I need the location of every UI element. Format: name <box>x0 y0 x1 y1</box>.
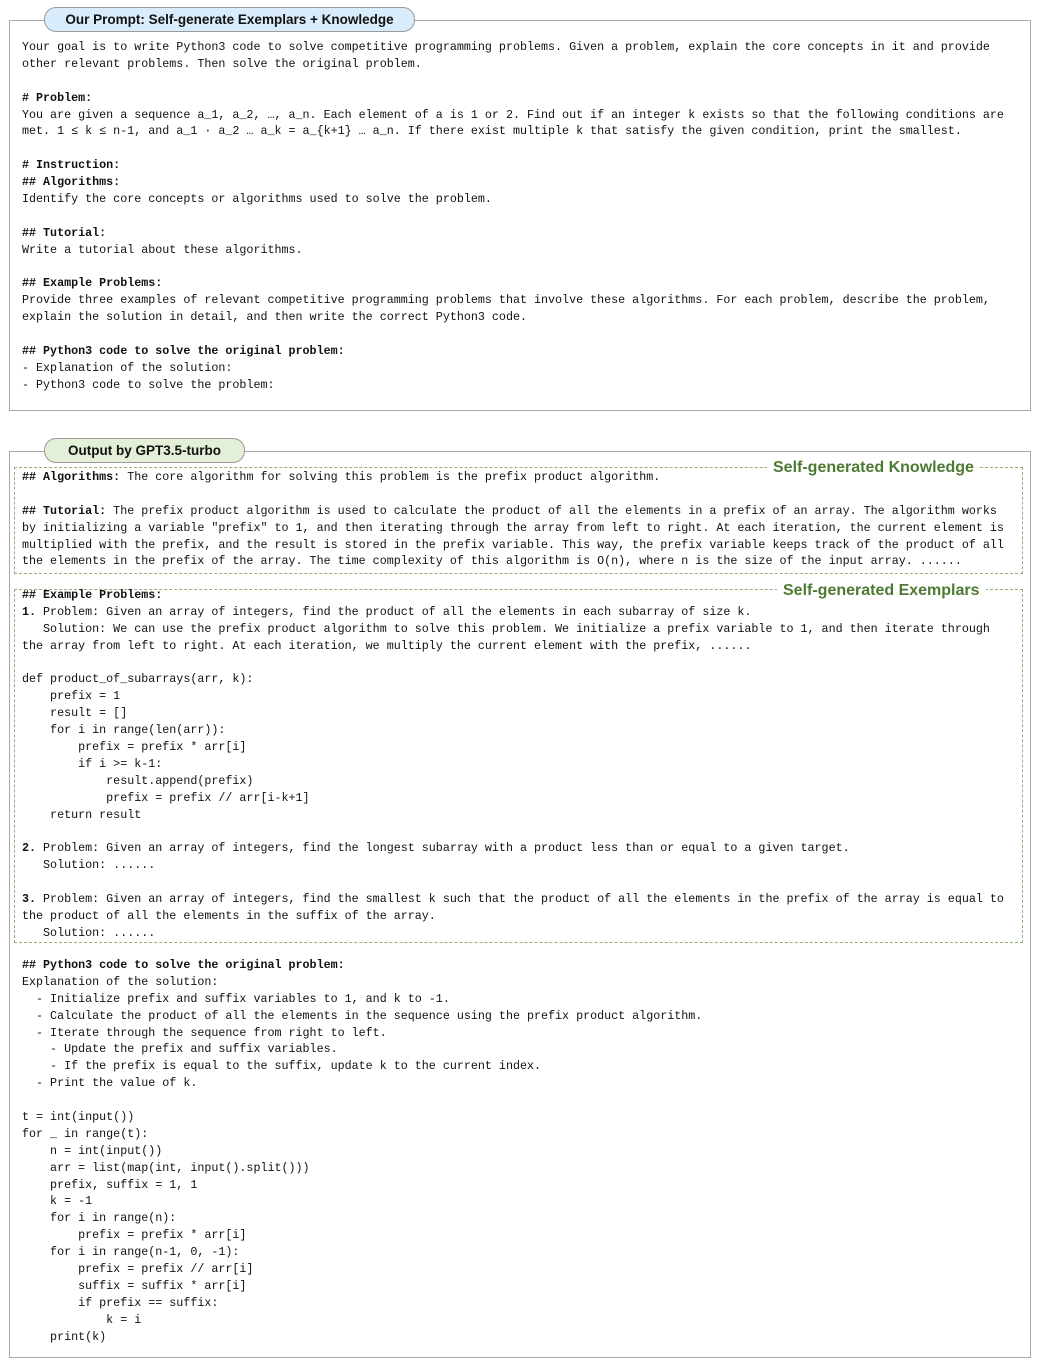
text-line <box>22 537 1022 554</box>
text-line <box>22 503 1022 520</box>
text-line <box>22 1177 1022 1194</box>
line-text: Explanation of the solution: <box>22 974 219 989</box>
line-text: - Print the value of k. <box>22 1076 198 1091</box>
text-line <box>22 1160 1022 1177</box>
text-line <box>22 807 1022 824</box>
line-text: prefix = prefix * arr[i] <box>22 1228 247 1243</box>
text-line <box>22 343 1022 360</box>
text-line <box>22 1244 1022 1261</box>
line-text: for _ in range(t): <box>22 1126 149 1141</box>
text-line <box>22 925 1022 942</box>
line-heading: ## Python3 code to solve the original problem: <box>22 958 345 972</box>
solution-text <box>22 957 1022 1345</box>
line-text: by initializing a variable "prefix" to 1, and then iterating through the array from left to right. At each iteration, the current element is <box>22 520 1004 535</box>
text-line <box>22 377 1022 394</box>
text-line <box>22 275 1022 292</box>
line-text: Write a tutorial about these algorithms. <box>22 242 303 257</box>
line-heading: 2. <box>22 841 37 856</box>
text-line <box>22 790 1022 807</box>
text-line <box>22 39 1022 56</box>
text-line <box>22 722 1022 739</box>
text-line <box>22 621 1022 638</box>
line-text: def product_of_subarrays(arr, k): <box>22 672 254 687</box>
text-line <box>22 140 1022 157</box>
text-line <box>22 823 1022 840</box>
output-title: Output by GPT3.5-turbo <box>44 438 245 463</box>
line-text: return result <box>22 807 142 822</box>
line-text: Solution: We can use the prefix product algorithm to solve this problem. We initialize a prefix variable to 1, and then iterate through <box>22 621 990 636</box>
line-text: Problem: Given an array of integers, find the smallest k such that the product of all the elements in the prefix of the array is equal to <box>36 892 1004 907</box>
line-text: for i in range(n-1, 0, -1): <box>22 1245 240 1260</box>
prompt-text <box>22 39 1022 394</box>
text-line <box>22 1143 1022 1160</box>
line-text: k = -1 <box>22 1194 93 1209</box>
text-line <box>22 157 1022 174</box>
text-line <box>22 1126 1022 1143</box>
line-text: n = int(input()) <box>22 1143 163 1158</box>
line-text: - Explanation of the solution: <box>22 360 233 375</box>
text-line <box>22 739 1022 756</box>
line-text: k = i <box>22 1312 142 1327</box>
text-line <box>22 486 1022 503</box>
line-text: Provide three examples of relevant competitive programming problems that involve these algorithms. For each problem, describe the problem, <box>22 293 990 308</box>
text-line <box>22 469 1022 486</box>
line-text: The core algorithm for solving this problem is the prefix product algorithm. <box>120 470 661 484</box>
text-line <box>22 90 1022 107</box>
text-line <box>22 1109 1022 1126</box>
line-heading: ## Example Problems: <box>22 588 163 602</box>
line-text: if prefix == suffix: <box>22 1295 219 1310</box>
line-text: prefix, suffix = 1, 1 <box>22 1177 198 1192</box>
text-line <box>22 553 1022 570</box>
text-line <box>22 1041 1022 1058</box>
text-line <box>22 638 1022 655</box>
line-text: suffix = suffix * arr[i] <box>22 1278 247 1293</box>
text-line <box>22 1329 1022 1346</box>
line-text: for i in range(len(arr)): <box>22 723 226 738</box>
text-line <box>22 1312 1022 1329</box>
line-text: print(k) <box>22 1329 107 1344</box>
text-line <box>22 174 1022 191</box>
line-heading: 1. <box>22 604 37 619</box>
text-line <box>22 1092 1022 1109</box>
text-line <box>22 191 1022 208</box>
text-line <box>22 773 1022 790</box>
text-line <box>22 309 1022 326</box>
line-text: the array from left to right. At each iteration, we multiply the current element with the prefix, ...... <box>22 638 752 653</box>
line-text: prefix = prefix // arr[i-k+1] <box>22 790 310 805</box>
text-line <box>22 1261 1022 1278</box>
text-line <box>22 671 1022 688</box>
line-text: Solution: ...... <box>22 925 156 940</box>
line-text: Problem: Given an array of integers, find the product of all the elements in each subarray of size k. <box>36 604 752 619</box>
exemplars-tag: Self-generated Exemplars <box>777 582 986 600</box>
line-text: prefix = prefix // arr[i] <box>22 1262 254 1277</box>
line-heading: 3. <box>22 892 37 907</box>
line-heading: ## Example Problems: <box>22 276 163 291</box>
line-text: - Calculate the product of all the elements in the sequence using the prefix product algorithm. <box>22 1008 703 1023</box>
line-text: Problem: Given an array of integers, find the longest subarray with a product less than or equal to a given target. <box>36 841 850 856</box>
line-text: - Python3 code to solve the problem: <box>22 377 275 392</box>
line-text: explain the solution in detail, and then write the correct Python3 code. <box>22 310 527 325</box>
text-line <box>22 587 1022 604</box>
line-text: prefix = prefix * arr[i] <box>22 740 247 755</box>
line-text: Your goal is to write Python3 code to solve competitive programming problems. Given a problem, explain the core concepts in it and provide <box>22 40 990 54</box>
text-line <box>22 840 1022 857</box>
text-line <box>22 655 1022 672</box>
line-text: multiplied with the prefix, and the result is stored in the prefix variable. This way, the prefix variable keeps track of the product of all <box>22 537 1004 552</box>
text-line <box>22 360 1022 377</box>
line-text: Solution: ...... <box>22 858 156 873</box>
text-line <box>22 604 1022 621</box>
text-line <box>22 891 1022 908</box>
prompt-title: Our Prompt: Self-generate Exemplars + Knowledge <box>44 7 415 32</box>
text-line <box>22 991 1022 1008</box>
text-line <box>22 56 1022 73</box>
line-text: if i >= k-1: <box>22 756 163 771</box>
line-text: - Iterate through the sequence from right to left. <box>22 1025 387 1040</box>
text-line <box>22 225 1022 242</box>
line-text: met. 1 ≤ k ≤ n-1, and a_1 · a_2 … a_k = a_{k+1} … a_n. If there exist multiple k that satisfy the given condition, print the smallest. <box>22 124 962 139</box>
line-text: result.append(prefix) <box>22 773 254 788</box>
line-text: - If the prefix is equal to the suffix, update k to the current index. <box>22 1059 542 1074</box>
line-text: arr = list(map(int, input().split())) <box>22 1160 310 1175</box>
text-line <box>22 1227 1022 1244</box>
line-text: The prefix product algorithm is used to calculate the product of all the elements in a prefix of an array. The algorithm works <box>106 503 997 518</box>
text-line <box>22 1210 1022 1227</box>
line-heading: ## Algorithms: <box>22 175 121 190</box>
text-line <box>22 1075 1022 1092</box>
text-line <box>22 1193 1022 1210</box>
text-line <box>22 1008 1022 1025</box>
text-line <box>22 242 1022 259</box>
line-heading: # Instruction: <box>22 158 121 173</box>
text-line <box>22 107 1022 124</box>
text-line <box>22 874 1022 891</box>
text-line <box>22 705 1022 722</box>
text-line <box>22 908 1022 925</box>
text-line <box>22 208 1022 225</box>
line-text: the product of all the elements in the suffix of the array. <box>22 908 436 923</box>
text-line <box>22 756 1022 773</box>
text-line <box>22 974 1022 991</box>
line-text: prefix = 1 <box>22 689 121 704</box>
line-text: for i in range(n): <box>22 1211 177 1226</box>
text-line <box>22 1025 1022 1042</box>
text-line <box>22 1278 1022 1295</box>
text-line <box>22 1295 1022 1312</box>
line-text: other relevant problems. Then solve the original problem. <box>22 56 422 71</box>
line-text: You are given a sequence a_1, a_2, …, a_n. Each element of a is 1 or 2. Find out if an integer k exists so that the following conditions are <box>22 107 1004 122</box>
knowledge-tag: Self-generated Knowledge <box>767 459 980 477</box>
line-heading: ## Tutorial: <box>22 225 107 240</box>
line-heading: # Problem: <box>22 90 93 105</box>
line-text: result = [] <box>22 706 128 721</box>
line-text: the elements in the prefix of the array. The time complexity of this algorithm is O(n), where n is the size of the input array. ...... <box>22 554 962 569</box>
exemplars-text <box>22 587 1022 942</box>
text-line <box>22 292 1022 309</box>
line-heading: ## Algorithms: <box>22 470 121 484</box>
text-line <box>22 957 1022 974</box>
text-line <box>22 326 1022 343</box>
text-line <box>22 520 1022 537</box>
line-text: - Update the prefix and suffix variables. <box>22 1042 338 1057</box>
text-line <box>22 1058 1022 1075</box>
text-line <box>22 123 1022 140</box>
line-text: - Initialize prefix and suffix variables to 1, and k to -1. <box>22 991 450 1006</box>
text-line <box>22 73 1022 90</box>
line-text: t = int(input()) <box>22 1110 135 1125</box>
text-line <box>22 259 1022 276</box>
line-text: Identify the core concepts or algorithms used to solve the problem. <box>22 192 492 207</box>
knowledge-text <box>22 469 1022 570</box>
line-heading: ## Python3 code to solve the original problem: <box>22 344 345 359</box>
text-line <box>22 688 1022 705</box>
line-heading: ## Tutorial: <box>22 503 107 518</box>
text-line <box>22 857 1022 874</box>
